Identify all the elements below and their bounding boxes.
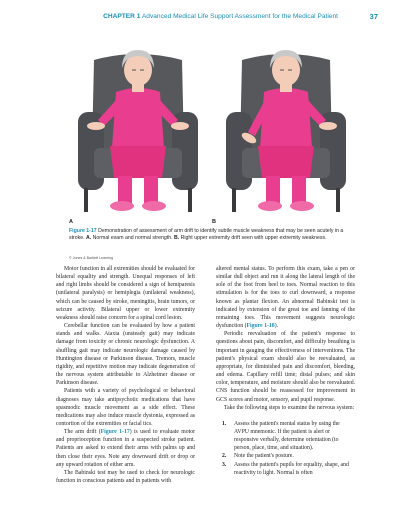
dress-skirt	[258, 146, 314, 178]
right-shoe	[290, 201, 314, 211]
dress-skirt	[110, 146, 166, 178]
figure-number: Figure 1-17	[69, 228, 97, 234]
figure-reference-link[interactable]: Figure 1-17	[100, 429, 130, 436]
left-text-column	[56, 265, 195, 485]
paragraph: Cerebellar function can be evaluated by how a patient stands and walks. Ataxia (unsteady gait) may indicate damage from toxicity or chronic neurologic dysfunction. A shuffling gait may indicate neurologic damage caused by Huntington disease or Parkinson disease. Tremors, muscle rigidity, and repetitive motion may indicate degeneration of the nervous system attributable to Alzheimer disease or Parkinson disease.	[56, 323, 195, 387]
chair-leg	[188, 188, 192, 212]
figure-reference-link[interactable]: Figure 1-18	[246, 323, 275, 330]
steps-list	[216, 420, 355, 477]
step-number: 3.	[222, 461, 227, 468]
left-leg	[118, 176, 132, 204]
chair-leg	[336, 188, 340, 212]
step-number: 1.	[222, 420, 227, 427]
text-run: altered mental status. To perform this exam, take a pen or similar dull object and run it along the lateral length of the sole of the foot from heel to toes. Normal reaction to this stimulation is for the toes to curl downward, a response known as plantar flexion. An abnormal Babinski test is indicated by extension of the great toe and fanning of the remaining toes. This movement suggests neurologic dysfunction (	[216, 266, 355, 330]
list-item	[216, 461, 355, 477]
right-leg	[292, 176, 306, 204]
step-text: Assess the patient's pupils for equality, shape, and reactivity to light. Normal is often	[234, 461, 349, 476]
dress-torso	[112, 88, 164, 152]
page-number: 37	[369, 12, 378, 21]
paragraph: Patients with a variety of psychological or behavioral diagnoses may take antipsychotic medications that have spasmodic muscle movement as a side effect. These medications may also induce muscle dystonia, expressed as contortion of the extremities or facial tics.	[56, 388, 195, 427]
left-hand	[87, 122, 105, 130]
list-item	[216, 452, 355, 460]
text-run: ) is used to evaluate motor and proprioception function in a suspected stroke patient. Patients are asked to extend their arms with palms up and then close their eyes. Note any downward drift or drop or any upward rotation of either arm.	[56, 429, 195, 468]
paragraph: Take the following steps to examine the nervous system:	[224, 404, 355, 411]
paragraph	[56, 428, 195, 469]
paragraph: Motor function in all extremities should be evaluated for bilateral equality and strength. Unequal responses of left and right limbs should be considered a sign of hemiparesis (unilateral paralysis) or hemiplegia (unilateral weakness), which can be caused by stroke, meningitis, brain tumors, or seizure activity. Bilateral upper or lower extremity weakness should raise concern for a spinal cord lesion.	[56, 266, 195, 321]
figure-credit: © Jones & Bartlett Learning	[69, 256, 114, 260]
caption-text: Demonstration of assessment of arm drift to identify subtle muscle weakness that may be seen acutely in a stroke.	[69, 228, 344, 242]
chair-leg	[84, 188, 88, 212]
left-shoe	[110, 201, 134, 211]
chair-leg	[232, 188, 236, 212]
text-run: The arm drift (	[64, 429, 101, 436]
paragraph: Periodic reevaluation of the patient's response to questions about pain, discomfort, and difficulty breathing is important in gauging the effectiveness of interventions. The patient's physical exam should also be reevaluated, as appropriate, for diminished pain and discomfort, bleeding, and edema. Capillary refill time; distal pulses; and skin color, temperature, and moisture should also be reevaluated. CNS function should be reassessed for improvement in GCS scores and motor, sensory, and pupil response.	[216, 331, 355, 403]
left-hand	[319, 122, 337, 130]
chapter-label: CHAPTER 1	[103, 13, 141, 20]
paragraph	[216, 265, 355, 330]
figure-1-17-a-illustration	[64, 40, 212, 218]
caption-b-text: Right upper extremity drift seen with upper extremity weakness.	[180, 235, 327, 242]
dress-torso	[260, 88, 312, 152]
right-hand	[171, 122, 189, 130]
step-text: Assess the patient's mental status by using the AVPU mnemonic. If the patient is alert or responsive verbally, determine orientation (to person, place, time, and situation).	[234, 420, 340, 452]
right-leg	[144, 176, 158, 204]
paragraph: The Babinski test may be used to check for neurologic function in conscious patients and in patients with	[56, 469, 195, 485]
step-text: Note the patient's posture.	[234, 453, 294, 460]
figure-label-a: A	[69, 219, 73, 225]
chapter-heading	[103, 13, 338, 20]
chapter-title: Advanced Medical Life Support Assessment for the Medical Patient	[141, 13, 338, 20]
caption-b-label: B.	[174, 235, 180, 242]
figure-label-b: B	[212, 219, 216, 225]
running-header	[0, 13, 400, 25]
left-leg	[266, 176, 280, 204]
caption-a-text: Normal exam and normal strength.	[92, 235, 173, 242]
list-item	[216, 420, 355, 453]
left-shoe	[258, 201, 282, 211]
step-number: 2.	[222, 453, 227, 460]
figure-caption	[69, 228, 352, 243]
figure-1-17-b-illustration	[212, 40, 360, 218]
right-text-column	[216, 265, 355, 477]
right-shoe	[142, 201, 166, 211]
caption-a-label: A.	[86, 235, 92, 242]
text-run: ).	[274, 323, 279, 330]
